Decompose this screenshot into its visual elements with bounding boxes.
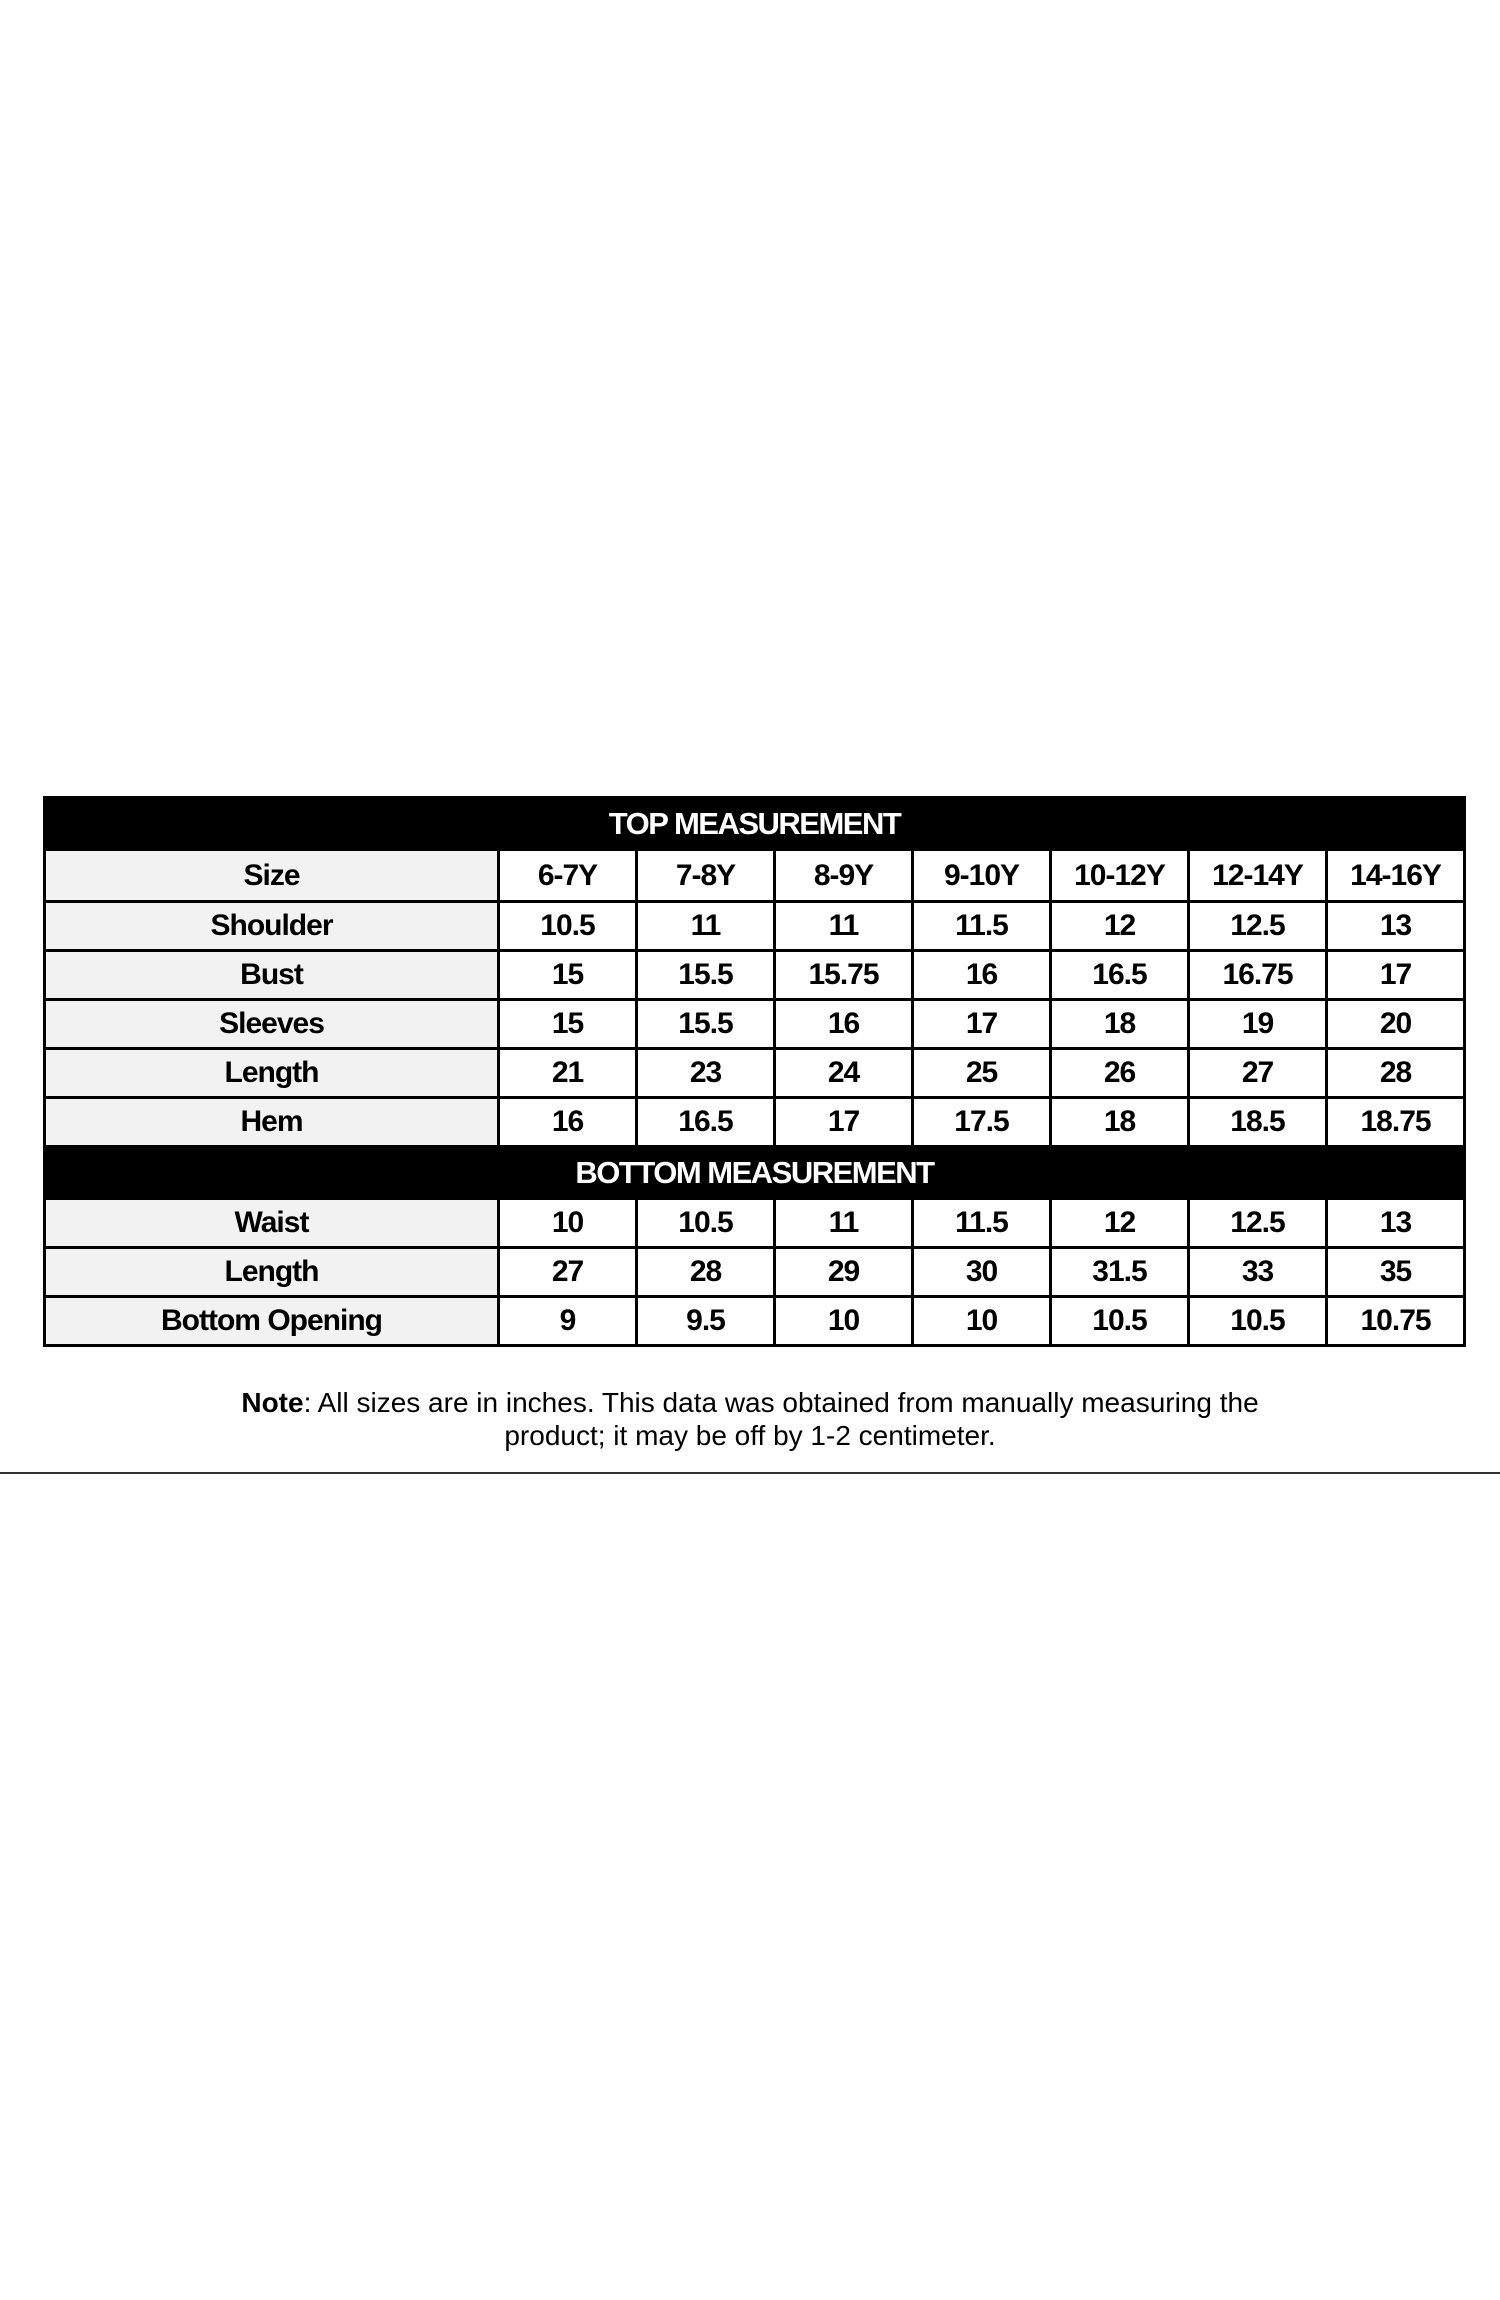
value-cell: 17 [775,1098,913,1147]
row-label: Length [45,1248,499,1297]
table-row [45,1000,1465,1049]
value-cell: 15 [499,951,637,1000]
value-cell: 25 [913,1049,1051,1098]
value-cell: 10 [913,1297,1051,1346]
value-cell: 31.5 [1051,1248,1189,1297]
table-row [45,1199,1465,1248]
value-cell: 35 [1327,1248,1465,1297]
value-cell: 17 [913,1000,1051,1049]
size-header-row [45,850,1465,902]
top-measurement-header [45,798,1465,850]
value-cell: 16 [775,1000,913,1049]
value-cell: 10 [499,1199,637,1248]
table-row [45,1098,1465,1147]
value-cell: 27 [499,1248,637,1297]
value-cell: 27 [1189,1049,1327,1098]
value-cell: 23 [637,1049,775,1098]
size-header-cell: 7-8Y [637,850,775,902]
value-cell: 10.5 [1189,1297,1327,1346]
value-cell: 30 [913,1248,1051,1297]
value-cell: 10.5 [499,902,637,951]
row-label: Hem [45,1098,499,1147]
row-label: Bust [45,951,499,1000]
note-text-1: : All sizes are in inches. This data was obtained from manually measuring the [303,1387,1259,1418]
row-label: Bottom Opening [45,1297,499,1346]
value-cell: 13 [1327,902,1465,951]
top-measurement-title: TOP MEASUREMENT [45,798,1465,850]
value-cell: 10 [775,1297,913,1346]
value-cell: 11 [775,1199,913,1248]
value-cell: 16 [913,951,1051,1000]
value-cell: 18.5 [1189,1098,1327,1147]
row-label: Waist [45,1199,499,1248]
value-cell: 12.5 [1189,902,1327,951]
size-header-label: Size [45,850,499,902]
size-header-cell: 6-7Y [499,850,637,902]
value-cell: 18.75 [1327,1098,1465,1147]
size-chart-table [43,796,1466,1347]
note-line-1 [0,1386,1500,1419]
value-cell: 12.5 [1189,1199,1327,1248]
bottom-measurement-header [45,1147,1465,1199]
value-cell: 11.5 [913,1199,1051,1248]
value-cell: 15.5 [637,1000,775,1049]
value-cell: 26 [1051,1049,1189,1098]
value-cell: 16 [499,1098,637,1147]
value-cell: 24 [775,1049,913,1098]
value-cell: 29 [775,1248,913,1297]
table-row [45,1049,1465,1098]
value-cell: 11 [775,902,913,951]
value-cell: 10.5 [1051,1297,1189,1346]
value-cell: 21 [499,1049,637,1098]
value-cell: 12 [1051,1199,1189,1248]
value-cell: 18 [1051,1098,1189,1147]
size-header-cell: 9-10Y [913,850,1051,902]
value-cell: 11.5 [913,902,1051,951]
value-cell: 15.5 [637,951,775,1000]
value-cell: 19 [1189,1000,1327,1049]
value-cell: 17.5 [913,1098,1051,1147]
value-cell: 16.5 [1051,951,1189,1000]
value-cell: 9 [499,1297,637,1346]
value-cell: 18 [1051,1000,1189,1049]
table-row [45,951,1465,1000]
size-header-cell: 14-16Y [1327,850,1465,902]
note-label: Note [241,1387,304,1418]
row-label: Shoulder [45,902,499,951]
note-line-2: product; it may be off by 1-2 centimeter. [504,1420,996,1451]
value-cell: 11 [637,902,775,951]
table-row [45,1248,1465,1297]
table-row [45,902,1465,951]
value-cell: 16.5 [637,1098,775,1147]
size-header-cell: 8-9Y [775,850,913,902]
value-cell: 10.75 [1327,1297,1465,1346]
value-cell: 13 [1327,1199,1465,1248]
table-row [45,1297,1465,1346]
measurement-note [0,1386,1500,1452]
size-header-cell: 12-14Y [1189,850,1327,902]
row-label: Sleeves [45,1000,499,1049]
value-cell: 28 [637,1248,775,1297]
value-cell: 12 [1051,902,1189,951]
value-cell: 15.75 [775,951,913,1000]
value-cell: 17 [1327,951,1465,1000]
value-cell: 10.5 [637,1199,775,1248]
value-cell: 15 [499,1000,637,1049]
value-cell: 33 [1189,1248,1327,1297]
bottom-measurement-title: BOTTOM MEASUREMENT [45,1147,1465,1199]
row-label: Length [45,1049,499,1098]
size-header-cell: 10-12Y [1051,850,1189,902]
value-cell: 9.5 [637,1297,775,1346]
size-chart [43,796,1466,1347]
value-cell: 28 [1327,1049,1465,1098]
divider-line [0,1472,1500,1474]
value-cell: 20 [1327,1000,1465,1049]
value-cell: 16.75 [1189,951,1327,1000]
